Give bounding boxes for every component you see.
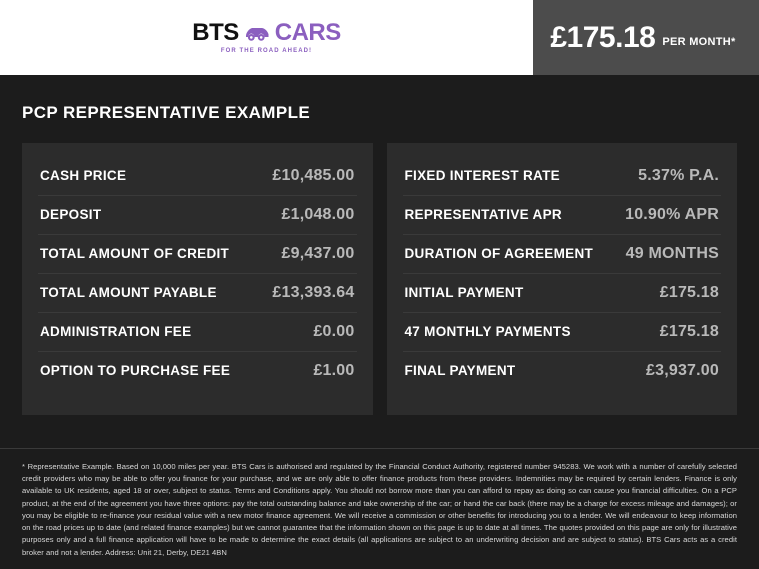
finance-row <box>403 351 722 390</box>
finance-row-label: CASH PRICE <box>40 168 127 183</box>
finance-details <box>0 123 759 415</box>
finance-row-value: £175.18 <box>659 284 719 301</box>
finance-row-label: TOTAL AMOUNT OF CREDIT <box>40 246 230 261</box>
logo-brand-first: BTS <box>192 19 239 46</box>
finance-row-label: INITIAL PAYMENT <box>404 285 524 300</box>
finance-row-label: OPTION TO PURCHASE FEE <box>40 363 231 378</box>
finance-row <box>403 234 722 273</box>
finance-row-label: DURATION OF AGREEMENT <box>404 246 594 261</box>
finance-row <box>38 312 357 351</box>
finance-row-value: £9,437.00 <box>281 245 355 262</box>
finance-row <box>38 273 357 312</box>
finance-row-value: £1,048.00 <box>281 206 355 223</box>
finance-row <box>38 351 357 390</box>
finance-row <box>38 195 357 234</box>
monthly-price-banner <box>533 0 759 75</box>
finance-panel-right <box>387 143 738 415</box>
finance-row-value: 5.37% P.A. <box>638 167 719 184</box>
monthly-price-value: £175.18 <box>550 20 656 54</box>
finance-row-label: 47 MONTHLY PAYMENTS <box>404 324 571 339</box>
page-title: PCP REPRESENTATIVE EXAMPLE <box>22 103 311 122</box>
finance-panel-left <box>22 143 373 415</box>
disclaimer-text: * Representative Example. Based on 10,000 miles per year. BTS Cars is authorised and regulated by the Financial Conduct Authority, registered number 945283. We work with a number of carefully selected credit providers who may be able to offer you finance for your purchase, and we are only able to offer finance products from these providers. Indemnities may be required by certain lenders. Finance is only available to UK residents, aged 18 or over, subject to status. Terms and Conditions apply. You should not borrow more than you can afford to repay as doing so can cause you financial difficulties. On a PCP product, at the end of the agreement you have three options: pay the total outstanding balance and take ownership of the car; or hand the car back (there may be a charge for excess mileage and damages); or you may be eligible to re-finance your residual value with a new motor finance agreement. We will receive a commission or other benefits for introducing you to a lender. We will endeavour to keep information on the road prices up to date (and related finance examples) but we cannot guarantee that the information shown on this page is up to date at all times. The quotes provided on this page are only for illustrative purposes only and a full finance application will have to be made to determine the exact details (all applications are subject to an underwriting decision and are subject to status). BTS Cars acts as a credit broker and not a lender. Address: Unit 21, Derby, DE21 4BN <box>22 461 737 557</box>
finance-row-value: £10,485.00 <box>272 167 355 184</box>
finance-row <box>403 312 722 351</box>
finance-row-value: 10.90% APR <box>625 206 719 223</box>
finance-row <box>403 157 722 195</box>
footer <box>0 448 759 569</box>
finance-row-label: DEPOSIT <box>40 207 102 222</box>
logo-tagline: FOR THE ROAD AHEAD! <box>220 48 313 54</box>
finance-row-value: 49 MONTHS <box>625 245 719 262</box>
finance-row-label: FINAL PAYMENT <box>404 363 516 378</box>
finance-row <box>403 195 722 234</box>
finance-row <box>38 234 357 273</box>
finance-row-label: FIXED INTEREST RATE <box>404 168 560 183</box>
finance-row <box>38 157 357 195</box>
finance-row-label: TOTAL AMOUNT PAYABLE <box>40 285 217 300</box>
header <box>0 0 759 75</box>
finance-row-value: £0.00 <box>313 323 355 340</box>
bts-cars-logo <box>192 21 341 54</box>
finance-row-value: £175.18 <box>659 323 719 340</box>
finance-row-value: £13,393.64 <box>272 284 355 301</box>
logo-brand-second: CARS <box>274 19 341 46</box>
finance-row-value: £3,937.00 <box>646 362 719 379</box>
monthly-price-suffix: PER MONTH* <box>662 35 736 48</box>
finance-row <box>403 273 722 312</box>
finance-row-label: REPRESENTATIVE APR <box>404 207 562 222</box>
finance-row-label: ADMINISTRATION FEE <box>40 324 192 339</box>
logo-area <box>0 0 533 75</box>
finance-row-value: £1.00 <box>313 362 355 379</box>
car-icon <box>244 25 270 42</box>
